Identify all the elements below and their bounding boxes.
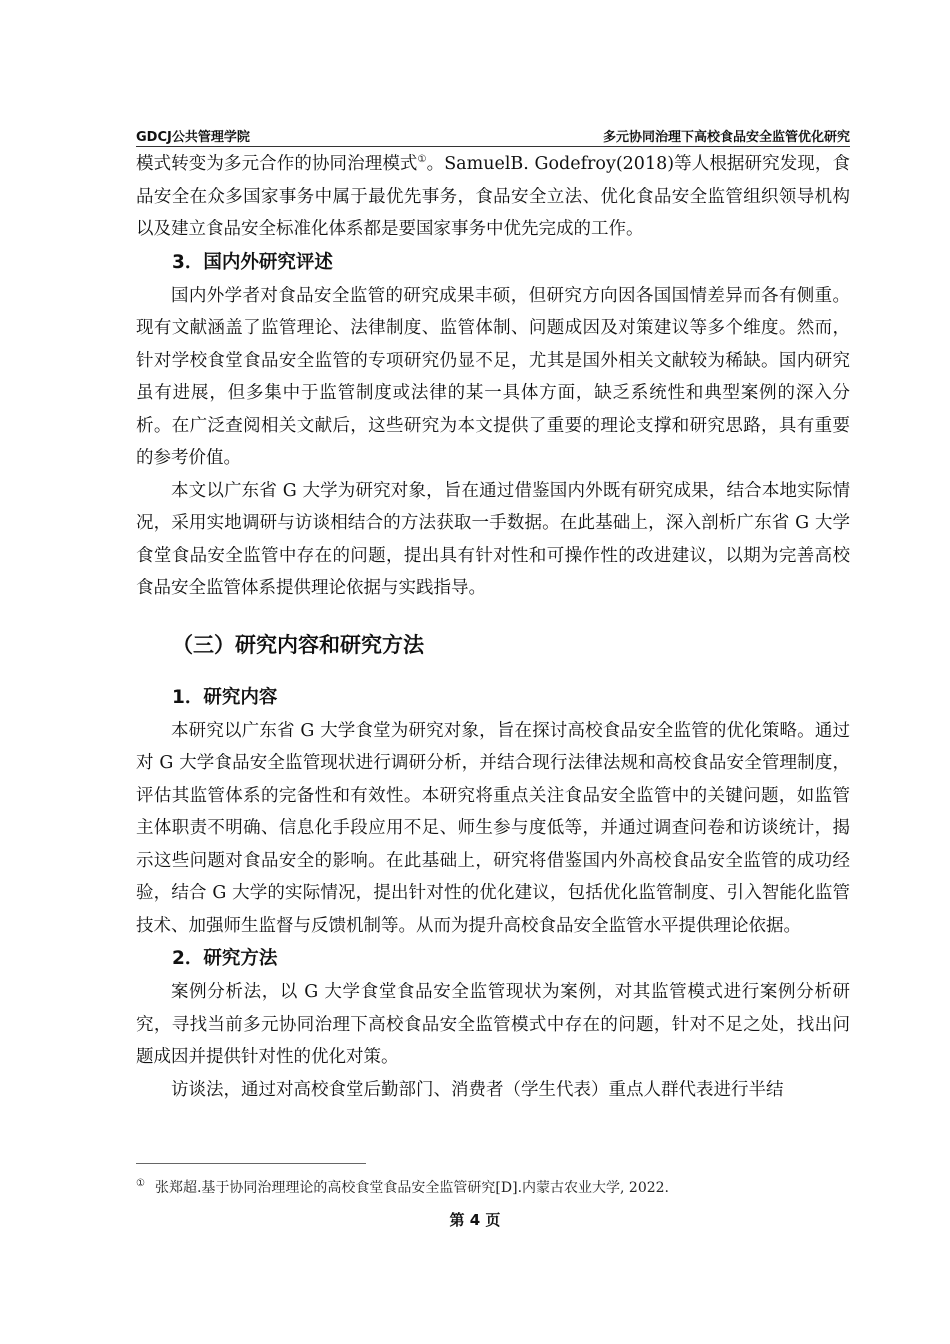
heading-research-content: 1．研究内容	[172, 686, 278, 708]
header-title: 多元协同治理下高校食品安全监管优化研究	[602, 130, 850, 145]
heading-section-3: （三）研究内容和研究方法	[172, 632, 424, 657]
paragraph-research-content: 本研究以广东省 G 大学食堂为研究对象，旨在探讨高校食品安全监管的优化策略。通过对 G 大学食品安全监管现状进行调研分析，并结合现行法律法规和高校食品安全管理制度，评估其监管体系的完备性和有效性。本研究将重点关注食品安全监管中的关键问题，如监管主体职责不明确、信息化手段应用不足、师生参与度低等，并通过调查问卷和访谈统计，揭示这些问题对食品安全的影响。在此基础上，研究将借鉴国内外高校食品安全监管的成功经验，结合 G 大学的实际情况，提出针对性的优化建议，包括优化监管制度、引入智能化监管技术、加强师生监督与反馈机制等。从而为提升高校食品安全监管水平提供理论依据。	[136, 720, 850, 936]
main-content	[136, 148, 850, 1106]
footnote-text: 张郑超.基于协同治理理论的高校食堂食品安全监管研究[D].内蒙古农业大学, 2022.	[154, 1180, 669, 1196]
page-header	[136, 122, 850, 147]
paragraph-review-2: 本文以广东省 G 大学为研究对象，旨在通过借鉴国内外既有研究成果，结合本地实际情况，采用实地调研与访谈相结合的方法获取一手数据。在此基础上，深入剖析广东省 G 大学食堂食品安全监管中存在的问题，提出具有针对性和可操作性的改进建议，以期为完善高校食品安全监管体系提供理论依据与实践指导。	[136, 480, 850, 598]
paragraph-text: 模式转变为多元合作的协同治理模式	[136, 154, 418, 174]
footnote-divider	[136, 1163, 366, 1164]
paragraph-continued	[136, 148, 850, 246]
heading-research-method: 2．研究方法	[172, 948, 278, 969]
footnote	[136, 1177, 669, 1197]
footnote-reference[interactable]: ①	[417, 154, 427, 166]
paragraph-method-1: 案例分析法，以 G 大学食堂食品安全监管现状为案例，对其监管模式进行案例分析研究，寻找当前多元协同治理下高校食品安全监管模式中存在的问题，针对不足之处，找出问题成因并提供针对性的优化对策。	[136, 982, 850, 1067]
paragraph-method-2: 访谈法，通过对高校食堂后勤部门、消费者（学生代表）重点人群代表进行半结	[171, 1079, 784, 1100]
paragraph-review-1: 国内外学者对食品安全监管的研究成果丰硕，但研究方向因各国国情差异而各有侧重。现有文献涵盖了监管理论、法律制度、监管体制、问题成因及对策建议等多个维度。然而，针对学校食堂食品安全监管的专项研究仍显不足，尤其是国外相关文献较为稀缺。国内研究虽有进展，但多集中于监管制度或法律的某一具体方面，缺乏系统性和典型案例的深入分析。在广泛查阅相关文献后，这些研究为本文提供了重要的理论支撑和研究思路，具有重要的参考价值。	[136, 285, 850, 468]
heading-review: 3．国内外研究评述	[172, 251, 333, 273]
footnote-mark: ①	[136, 1178, 145, 1190]
header-institution: GDCJ公共管理学院	[136, 130, 250, 145]
paragraph-text-tail: 。SamuelB. Godefroy(2018)等人根据研究发现，食品安全在众多国家事务中属于最优先事务，食品安全立法、优化食品安全监管组织领导机构以及建立食品安全标准化体系都是要国家事务中优先完成的工作。	[136, 154, 850, 239]
page-number: 第 4 页	[449, 1211, 501, 1229]
